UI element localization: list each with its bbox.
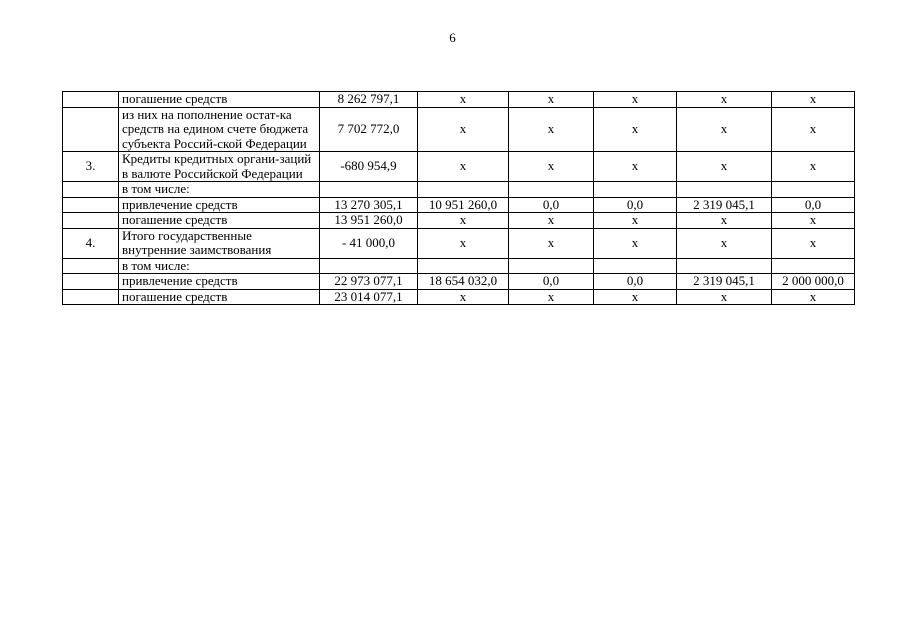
value-cell: х xyxy=(418,289,509,305)
value-cell: х xyxy=(677,289,772,305)
table-row xyxy=(63,289,855,305)
value-cell: х xyxy=(772,289,855,305)
value-cell xyxy=(320,182,418,198)
value-cell: х xyxy=(677,107,772,152)
value-cell: х xyxy=(509,152,594,182)
value-cell: х xyxy=(677,228,772,258)
value-cell xyxy=(594,182,677,198)
table-row xyxy=(63,274,855,290)
page-number: 6 xyxy=(449,30,456,45)
value-cell xyxy=(772,258,855,274)
value-cell: х xyxy=(418,107,509,152)
value-cell: х xyxy=(418,213,509,229)
value-cell: х xyxy=(509,228,594,258)
value-cell: х xyxy=(509,213,594,229)
table-row xyxy=(63,213,855,229)
row-name-cell: погашение средств xyxy=(119,289,320,305)
value-cell: 2 319 045,1 xyxy=(677,274,772,290)
value-cell: х xyxy=(594,107,677,152)
row-number-cell xyxy=(63,213,119,229)
value-cell: х xyxy=(418,152,509,182)
value-cell: 0,0 xyxy=(594,197,677,213)
value-cell: 22 973 077,1 xyxy=(320,274,418,290)
value-cell: х xyxy=(418,228,509,258)
value-cell: 13 951 260,0 xyxy=(320,213,418,229)
value-cell: х xyxy=(509,107,594,152)
value-cell xyxy=(677,182,772,198)
value-cell: х xyxy=(677,152,772,182)
row-name-cell: погашение средств xyxy=(119,92,320,108)
value-cell xyxy=(509,182,594,198)
table-row xyxy=(63,107,855,152)
value-cell xyxy=(594,258,677,274)
value-cell xyxy=(418,258,509,274)
value-cell xyxy=(509,258,594,274)
value-cell: 8 262 797,1 xyxy=(320,92,418,108)
value-cell: х xyxy=(772,92,855,108)
value-cell: х xyxy=(594,228,677,258)
value-cell: х xyxy=(418,92,509,108)
table-row xyxy=(63,152,855,182)
table-row xyxy=(63,258,855,274)
value-cell: 0,0 xyxy=(772,197,855,213)
row-number-cell xyxy=(63,258,119,274)
row-number-cell xyxy=(63,107,119,152)
value-cell: 0,0 xyxy=(509,197,594,213)
value-cell xyxy=(677,258,772,274)
row-name-cell: в том числе: xyxy=(119,258,320,274)
value-cell: х xyxy=(594,289,677,305)
value-cell: 2 319 045,1 xyxy=(677,197,772,213)
value-cell xyxy=(320,258,418,274)
value-cell: 7 702 772,0 xyxy=(320,107,418,152)
table-row xyxy=(63,182,855,198)
value-cell: 0,0 xyxy=(594,274,677,290)
value-cell: х xyxy=(594,213,677,229)
value-cell: х xyxy=(772,152,855,182)
table-row xyxy=(63,228,855,258)
row-number-cell: 4. xyxy=(63,228,119,258)
value-cell: х xyxy=(594,92,677,108)
row-name-cell: погашение средств xyxy=(119,213,320,229)
value-cell: 13 270 305,1 xyxy=(320,197,418,213)
value-cell: 18 654 032,0 xyxy=(418,274,509,290)
value-cell: х xyxy=(509,289,594,305)
row-name-cell: Итого государственные внутренние заимствования xyxy=(119,228,320,258)
table-row xyxy=(63,197,855,213)
value-cell: х xyxy=(509,92,594,108)
row-name-cell: в том числе: xyxy=(119,182,320,198)
table-row xyxy=(63,92,855,108)
row-number-cell xyxy=(63,289,119,305)
value-cell: 2 000 000,0 xyxy=(772,274,855,290)
value-cell: 0,0 xyxy=(509,274,594,290)
value-cell: х xyxy=(772,213,855,229)
row-name-cell: Кредиты кредитных органи-заций в валюте Российской Федерации xyxy=(119,152,320,182)
row-number-cell xyxy=(63,92,119,108)
row-name-cell: привлечение средств xyxy=(119,274,320,290)
value-cell: х xyxy=(594,152,677,182)
value-cell: -680 954,9 xyxy=(320,152,418,182)
row-number-cell xyxy=(63,197,119,213)
value-cell: 10 951 260,0 xyxy=(418,197,509,213)
borrowings-table xyxy=(62,91,855,305)
row-number-cell xyxy=(63,182,119,198)
value-cell: х xyxy=(677,92,772,108)
value-cell: х xyxy=(772,107,855,152)
row-number-cell: 3. xyxy=(63,152,119,182)
value-cell: - 41 000,0 xyxy=(320,228,418,258)
row-number-cell xyxy=(63,274,119,290)
row-name-cell: из них на пополнение остат-ка средств на едином счете бюджета субъекта Россий-ской Федерации xyxy=(119,107,320,152)
row-name-cell: привлечение средств xyxy=(119,197,320,213)
value-cell: х xyxy=(677,213,772,229)
value-cell: 23 014 077,1 xyxy=(320,289,418,305)
table-body xyxy=(63,92,855,305)
value-cell xyxy=(772,182,855,198)
value-cell xyxy=(418,182,509,198)
value-cell: х xyxy=(772,228,855,258)
